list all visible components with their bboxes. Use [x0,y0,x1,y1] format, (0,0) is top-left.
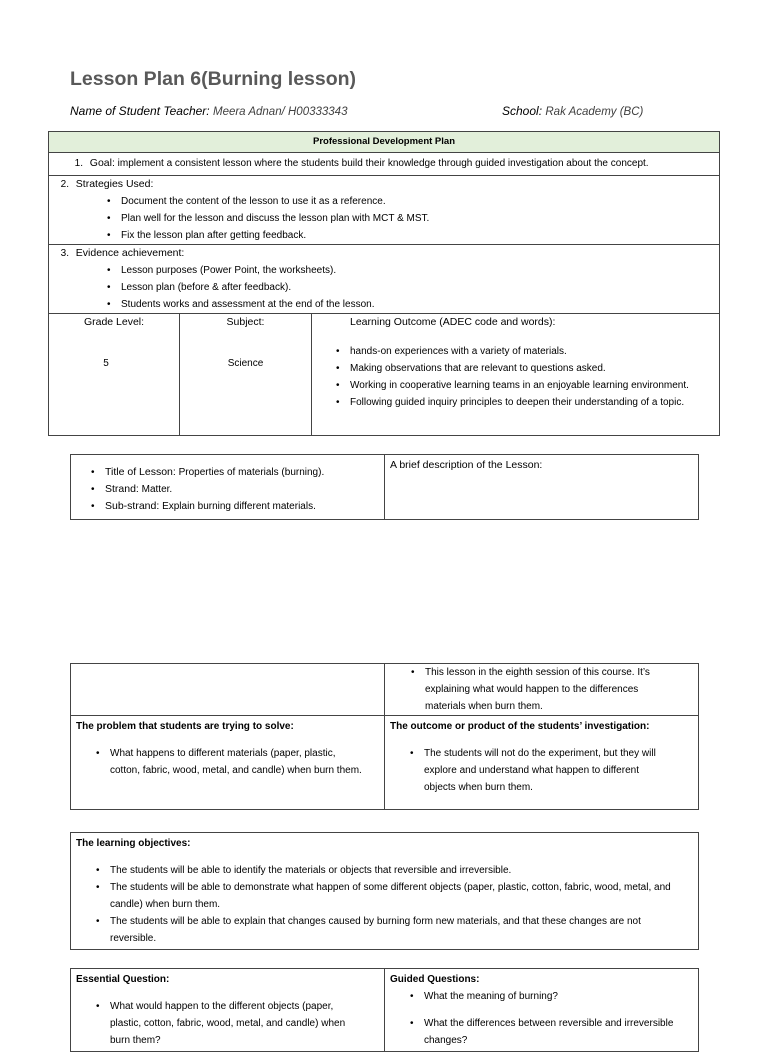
list-item: • Fix the lesson plan after getting feedback. [95,227,719,244]
brief-description-cell [385,455,699,520]
substrand-value: Explain burning different materials. [162,500,316,512]
problem-list [76,745,379,779]
list-item: • What the meaning of burning? [398,988,689,1005]
list-item: • Lesson plan (before & after feedback). [95,279,719,296]
student-teacher-line [70,104,347,118]
list-item: • Following guided inquiry principles to deepen their understanding of a topic. [324,394,719,411]
lesson-details-list [71,460,384,515]
evidence-number: 3. [60,248,69,259]
strand-value: Matter. [141,483,173,495]
list-item: • Lesson purposes (Power Point, the worksheets). [95,262,719,279]
strategies-number: 2. [60,179,69,190]
goal-label: Goal: [89,157,115,169]
lesson-info-table [70,454,699,520]
list-item: • hands-on experiences with a variety of materials. [324,343,719,360]
list-item: • Making observations that are relevant to questions asked. [324,360,719,377]
substrand-label: Sub-strand: [105,499,160,512]
learning-objectives-cell [71,833,699,950]
empty-cell [71,664,385,716]
subject-label: Subject: [226,316,265,328]
list-item: • What happens to different materials (paper, plastic, cotton, fabric, wood, metal, and candle) when burn them. [84,745,363,779]
list-item [79,481,384,498]
questions-table [70,968,699,1052]
strategies-row [49,176,720,245]
investigation-outcome-cell [385,716,699,810]
school-line [502,104,643,118]
guided-questions-label: Guided Questions: [390,974,480,985]
list-item: • This lesson in the eighth session of this course. It’s explaining what would happen to the differences materials when burn them. [399,664,678,715]
list-item: • Document the content of the lesson to use it as a reference. [95,193,719,210]
essential-question-label: Essential Question: [76,974,170,985]
essential-question-cell [71,969,385,1052]
list-item: • Students works and assessment at the end of the lesson. [95,296,719,313]
learning-outcome-label: Learning Outcome (ADEC code and words): [350,316,556,328]
learning-objectives-list [76,862,693,947]
learning-outcome-cell [312,314,720,436]
lesson-details-cell [71,455,385,520]
subject-value: Science [227,358,264,369]
brief-description-label: A brief description of the Lesson: [390,459,543,471]
evidence-label: Evidence achievement: [75,247,185,259]
evidence-list [49,262,719,313]
investigation-outcome-list [390,745,693,796]
brief-description-list [385,664,698,715]
student-teacher-label: Name of Student Teacher: [70,104,210,118]
evidence-row [49,245,720,314]
learning-outcome-list [312,343,719,411]
strategies-list [49,193,719,244]
list-item: • The students will be able to identify the materials or objects that reversible and irreversible. [84,862,685,879]
grade-value: 5 [103,358,109,369]
list-item: • The students will be able to demonstrate what happen of some different objects (paper, plastic, cotton, fabric, wood, metal, and candle) when burn them. [84,879,685,913]
learning-objectives-label: The learning objectives: [76,838,191,849]
problem-cell [71,716,385,810]
grade-label: Grade Level: [83,316,145,328]
list-item [79,498,384,515]
list-item: • The students will be able to explain that changes caused by burning form new materials, and that these changes are not reversible. [84,913,685,947]
grade-cell [49,314,180,436]
guided-questions-cell [385,969,699,1052]
list-item: • Plan well for the lesson and discuss the lesson plan with MCT & MST. [95,210,719,227]
list-item: • The students will not do the experiment, but they will explore and understand what happen to different objects when burn them. [398,745,673,796]
list-item: • What would happen to the different objects (paper, plastic, cotton, fabric, wood, metal, and candle) when burn them? [84,998,365,1049]
list-item: • What the differences between reversible and irreversible changes? [398,1015,689,1049]
lesson-title-label: Title of Lesson: [105,465,176,478]
lesson-title-value: Properties of materials (burning). [178,466,325,478]
strand-label: Strand: [105,482,139,495]
school-value: Rak Academy (BC) [545,106,644,118]
pdp-heading: Professional Development Plan [49,132,720,153]
list-item: • Working in cooperative learning teams in an enjoyable learning environment. [324,377,719,394]
brief-description-continued-cell [385,664,699,716]
problem-outcome-table [70,663,699,810]
professional-development-plan-table [48,131,720,436]
strategies-label: Strategies Used: [75,178,154,190]
learning-objectives-table [70,832,699,950]
subject-cell [180,314,312,436]
page-title: Lesson Plan 6(Burning lesson) [70,68,357,90]
goal-number: 1. [74,158,83,169]
goal-row [49,153,720,176]
school-label: School: [502,104,543,118]
list-item [79,464,384,481]
investigation-outcome-label: The outcome or product of the students’ investigation: [390,721,650,732]
problem-label: The problem that students are trying to solve: [76,721,294,732]
student-teacher-value: Meera Adnan/ H00333343 [212,106,348,118]
guided-questions-list [390,988,693,1049]
goal-text: implement a consistent lesson where the students build their knowledge through guided investigation about the concept. [117,158,649,169]
